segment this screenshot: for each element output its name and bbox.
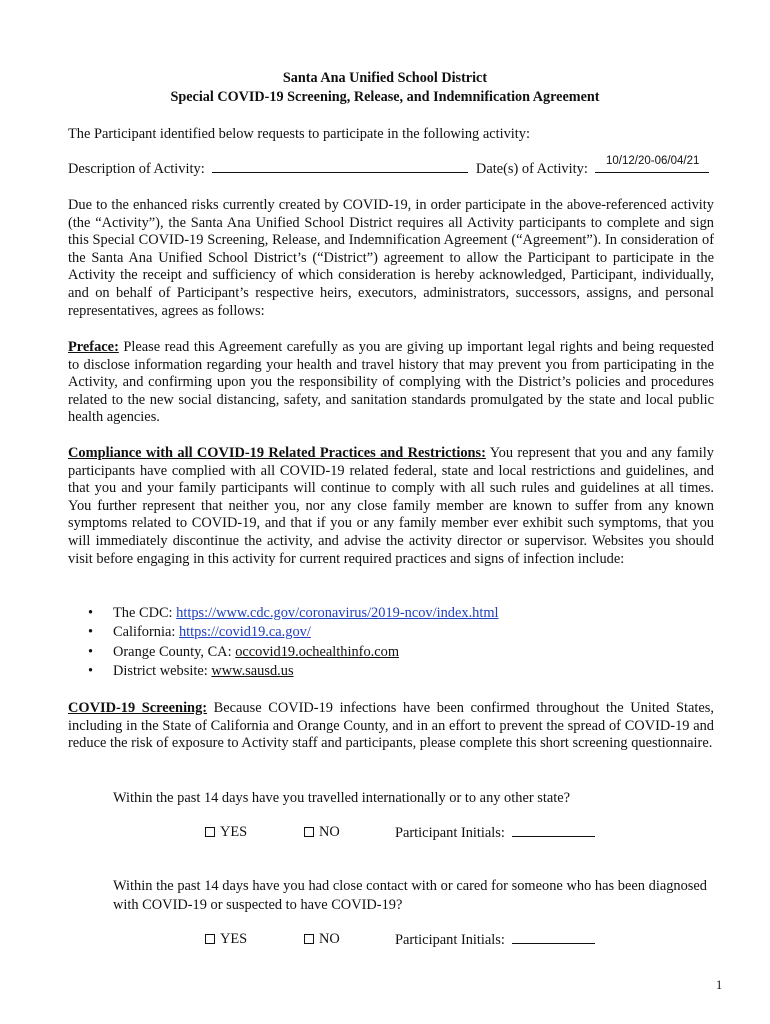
list-item-label: Orange County, CA: [113, 643, 236, 660]
checkbox-icon[interactable] [304, 934, 314, 944]
list-item-label: The CDC: [113, 605, 177, 621]
question-2-initials [395, 931, 595, 949]
compliance-paragraph [68, 445, 714, 568]
preface-text: Please read this Agreement carefully as you are giving up important legal rights and being requested to disclose information regarding your health and travel history that may prevent you from participating in the Activity, and confirming upon you the responsibility of complying with the District’s policies and procedures related to the new social distancing, safety, and sanitation standards promulgated by the state and local public health agencies. [68, 339, 714, 426]
bullet-icon: • [88, 605, 94, 621]
intro-text: The Participant identified below requests to participate in the following activity: [68, 126, 530, 142]
question-1-text: Within the past 14 days have you travelled internationally or to any other state? [113, 790, 570, 806]
dates-label: Date(s) of Activity: [475, 161, 588, 177]
description-label: Description of Activity: [68, 161, 205, 177]
compliance-text: You represent that you and any family participants have complied with all COVID-19 related federal, state and local restrictions and guidelines, and that you and your family participants will continue to comply with all such rules and guidelines at all times. You further represent that neither you, nor any close family member are known to suffer from any known symptoms related to COVID-19, and that if you or any family member ever exhibit such symptoms, that you will immediately discontinue the activity, and advise the activity director or supervisor. Websites you should visit before engaging in this activity for current required practices and signs of infection include: [68, 445, 715, 567]
bullet-icon: • [88, 624, 94, 641]
preface-paragraph [68, 339, 714, 427]
page-number: 1 [716, 978, 723, 992]
list-item-label: California: [113, 624, 179, 641]
district-website-link[interactable]: www.sausd.us [211, 662, 294, 679]
question-2-yes-option[interactable]: YES [205, 931, 247, 948]
dates-value: 10/12/20-06/04/21 [606, 155, 700, 167]
cdc-link[interactable]: https://www.cdc.gov/coronavirus/2019-ncov/index.html [176, 605, 499, 621]
california-link[interactable]: https://covid19.ca.gov/ [178, 624, 311, 641]
description-field[interactable] [212, 160, 468, 173]
list-item [88, 662, 499, 681]
bullet-icon: • [88, 643, 94, 660]
initials-field[interactable] [512, 931, 595, 944]
screening-text: Because COVID-19 infections have been confirmed throughout the United States, including in the State of California and Orange County, and in an effort to prevent the spread of COVID-19 and reduce the risk of exposure to Activity staff and participants, please complete this short screening questionnaire. [68, 700, 714, 752]
checkbox-icon[interactable] [205, 827, 215, 837]
list-item-label: District website: [113, 662, 212, 679]
list-item [88, 643, 499, 662]
checkbox-icon[interactable] [205, 934, 215, 944]
agreement-title: Special COVID-19 Screening, Release, and Indemnification Agreement [170, 89, 600, 105]
screening-heading: COVID-19 Screening: [68, 700, 208, 716]
list-item [88, 604, 499, 623]
bullet-icon: • [88, 662, 94, 679]
initials-field[interactable] [512, 824, 595, 837]
question-1-initials [395, 824, 595, 842]
initials-label: Participant Initials: [395, 932, 505, 948]
list-item [88, 623, 499, 642]
screening-paragraph [68, 700, 714, 753]
initials-label: Participant Initials: [395, 825, 505, 841]
compliance-heading: Compliance with all COVID-19 Related Practices and Restrictions: [68, 445, 486, 461]
district-title: Santa Ana Unified School District [282, 70, 488, 86]
main-paragraph: Due to the enhanced risks currently created by COVID-19, in order participate in the above-referenced activity (the “Activity”), the Santa Ana Unified School District requires all Activity participants to complete and sign this Special COVID-19 Screening, Release, and Indemnification Agreement (“Agreement”). In consideration of the Santa Ana Unified School District’s (“District”) agreement to allow the Participant to participate in the Activity the receipt and sufficiency of which consideration is hereby acknowledged, Participant, individually, and on behalf of Participant’s respective heirs, executors, administrators, successors, assigns, and personal representatives, agrees as follows: [68, 197, 714, 319]
website-list [88, 604, 499, 681]
question-1-yes-option[interactable]: YES [205, 824, 247, 841]
orange-county-link[interactable]: occovid19.ochealthinfo.com [235, 643, 400, 660]
question-2-no-option[interactable]: NO [304, 931, 340, 948]
question-2-text: Within the past 14 days have you had close contact with or cared for someone who has been diagnosed with COVID-19 or suspected to have COVID-19? [113, 878, 707, 913]
checkbox-icon[interactable] [304, 827, 314, 837]
question-1-no-option[interactable]: NO [304, 824, 340, 841]
preface-heading: Preface: [68, 339, 119, 355]
